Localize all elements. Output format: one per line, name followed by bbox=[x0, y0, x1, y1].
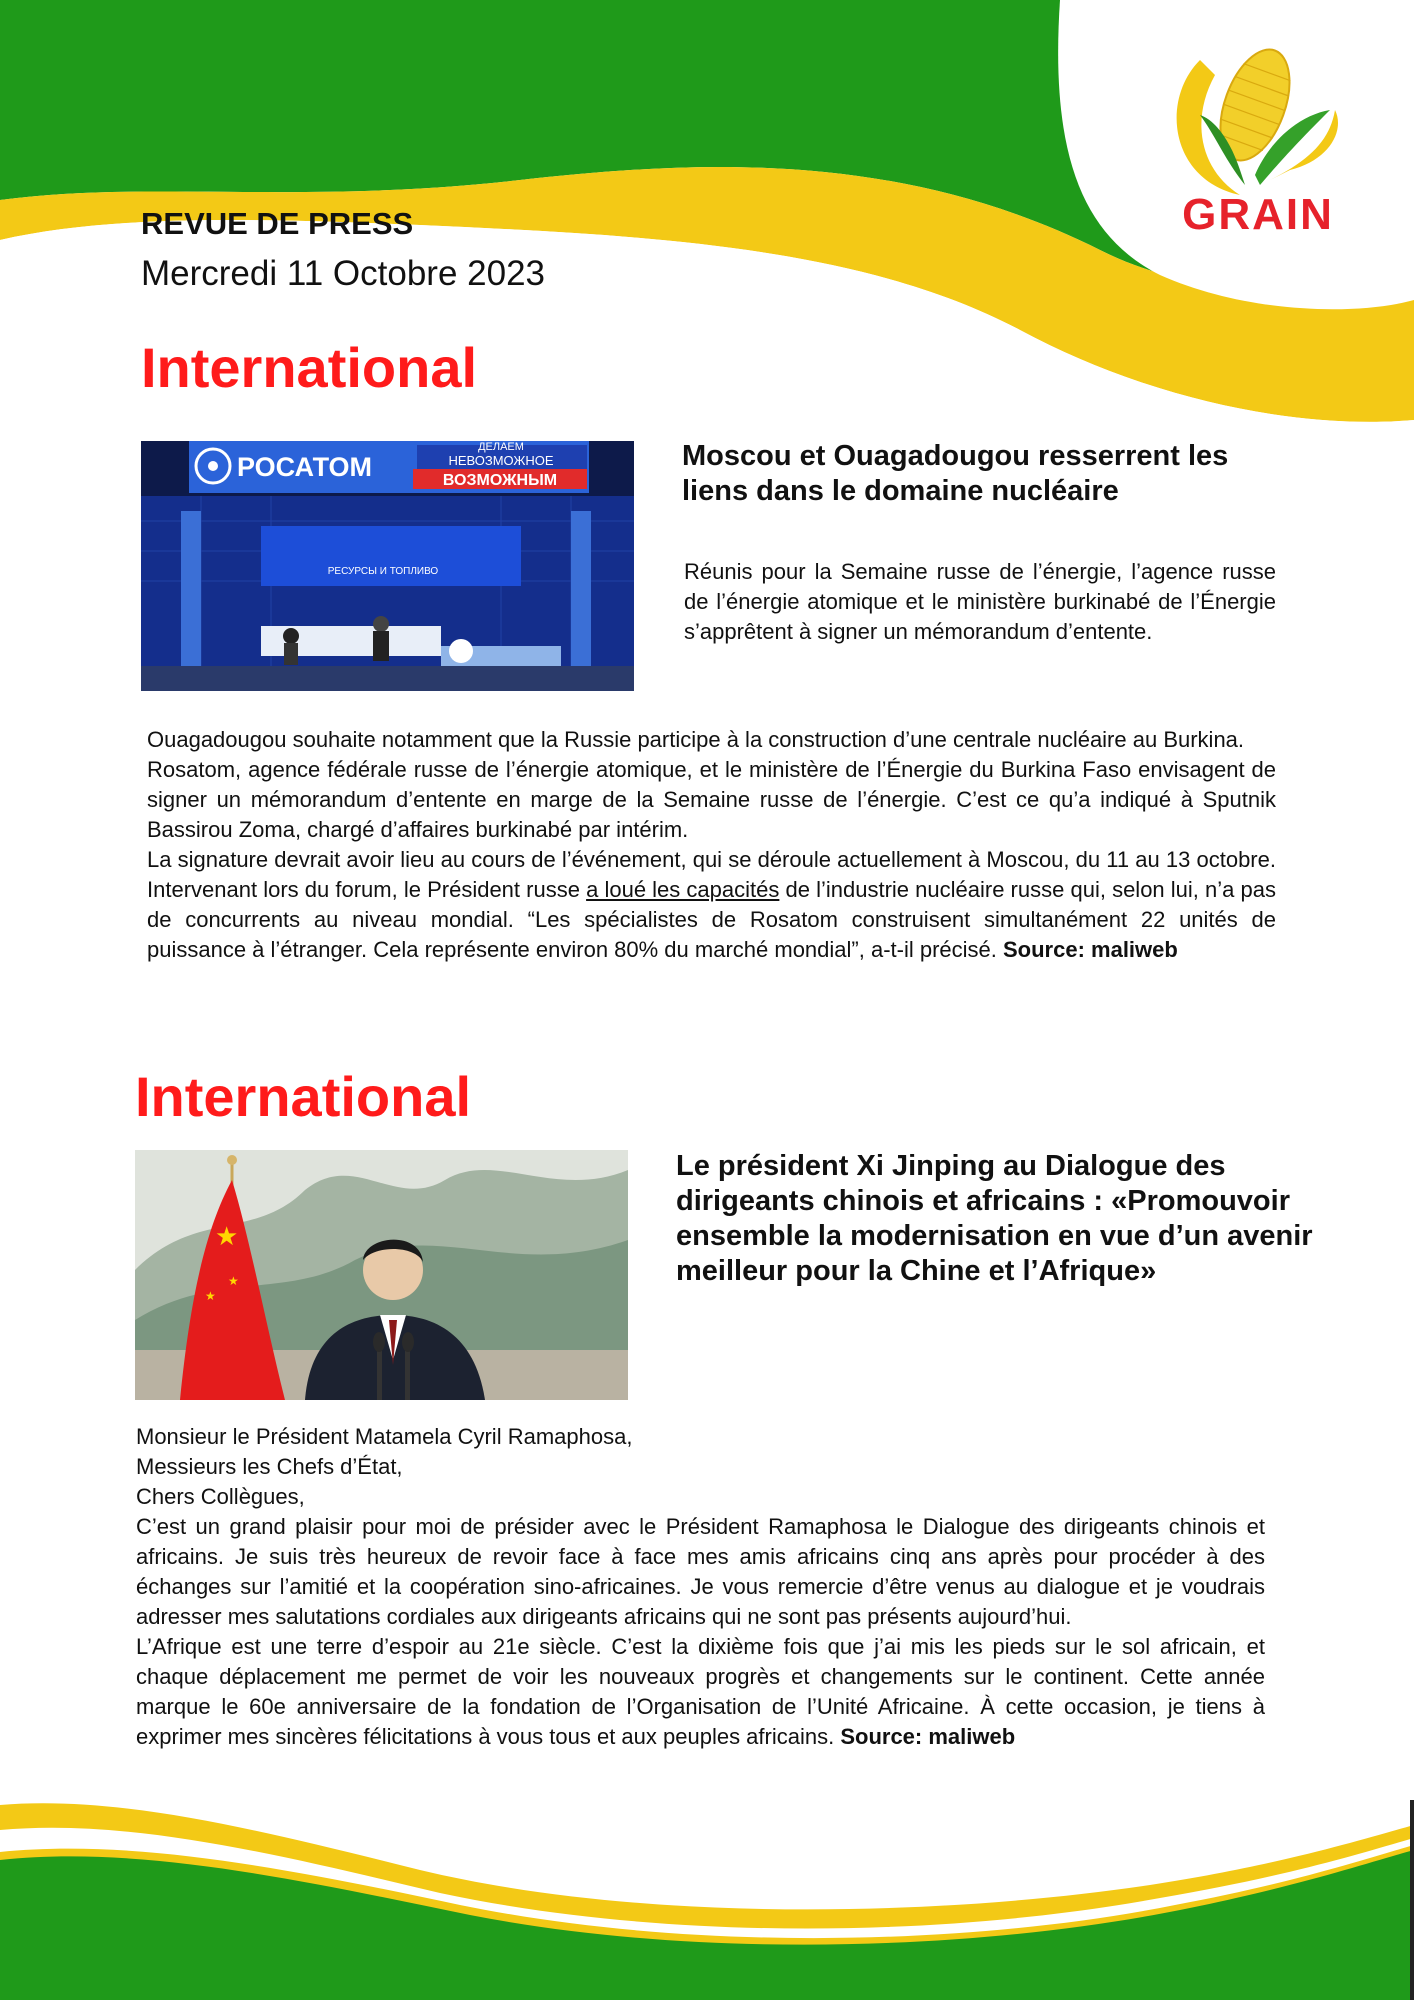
section-title-2: International bbox=[135, 1065, 472, 1128]
review-date: Mercredi 11 Octobre 2023 bbox=[141, 254, 546, 293]
rosatom-stand-image bbox=[141, 441, 634, 691]
article-1-link[interactable]: a loué les capacités bbox=[586, 877, 780, 902]
article-2-headline: Le président Xi Jinping au Dialogue des dirigeants chinois et africains : «Promouvoir ensemble la modernisation en vue d’un avenir meilleur pour la Chine et l’Afrique» bbox=[676, 1150, 1313, 1287]
section-title-1: International bbox=[141, 336, 478, 399]
article-1-headline: Moscou et Ouagadougou resserrent les liens dans le domaine nucléaire bbox=[682, 440, 1229, 507]
photo-slogan-2: НЕВОЗМОЖНОЕ bbox=[448, 453, 554, 468]
article-2-paragraph: C’est un grand plaisir pour moi de présider avec le Président Ramaphosa le Dialogue des dirigeants chinois et africains. Je suis très heureux de revoir face à face mes amis africains cinq ans après pour procéder à des échanges sur l’amitié et la coopération sino-africaines. Je vous remercie d’être venus au dialogue et je voudrais adresser mes salutations cordiales aux dirigeants africains qui ne sont pas présents aujourd’hui. bbox=[136, 1514, 1265, 1629]
article-1-source: Source: maliweb bbox=[1003, 937, 1178, 962]
article-2-salutation: Messieurs les Chefs d’État, bbox=[136, 1454, 403, 1479]
photo-banner-text: РЕСУРСЫ И ТОПЛИВО bbox=[327, 566, 439, 577]
article-1-photo bbox=[141, 441, 634, 691]
article-2-body bbox=[136, 1422, 1265, 1752]
svg-text:★: ★ bbox=[228, 1274, 239, 1288]
review-title: REVUE DE PRESS bbox=[141, 206, 414, 241]
photo-slogan-3: ВОЗМОЖНЫМ bbox=[442, 472, 558, 489]
article-1-paragraph bbox=[147, 845, 1276, 965]
page-edge-marker bbox=[1410, 1800, 1414, 2000]
article-1-paragraph: Rosatom, agence fédérale russe de l’énergie atomique, et le ministère de l’Énergie du Burkina Faso envisagent de signer un mémorandum d’entente en marge de la Semaine russe de l’énergie. C’est ce qu’a indiqué à Sputnik Bassirou Zoma, chargé d’affaires burkinabé par intérim. bbox=[147, 757, 1276, 842]
article-2-photo bbox=[135, 1150, 628, 1400]
article-1-lede: Réunis pour la Semaine russe de l’énergie, l’agence russe de l’énergie atomique et le ministère burkinabé de l’Énergie s’apprêtent à signer un mémorandum d’entente. bbox=[684, 559, 1276, 644]
article-2-salutation: Chers Collègues, bbox=[136, 1484, 305, 1509]
article-1-paragraph: Ouagadougou souhaite notamment que la Russie participe à la construction d’une centrale nucléaire au Burkina. bbox=[147, 727, 1245, 752]
article-2-paragraph bbox=[136, 1632, 1265, 1752]
logo-text: GRAIN bbox=[1182, 190, 1334, 239]
article-1-text: de l’industrie nucléaire russe qui, selon lui, n’a pas de concurrents au niveau mondial. “Les spécialistes de Rosatom construisent simultanément 22 unités de puissance à l’étranger. Cela représente environ 80% du marché mondial”, a-t-il précisé. bbox=[147, 877, 1276, 962]
xi-jinping-image bbox=[135, 1150, 628, 1400]
article-2-salutation: Monsieur le Président Matamela Cyril Ramaphosa, bbox=[136, 1424, 633, 1449]
svg-text:★: ★ bbox=[215, 1222, 239, 1252]
article-2-source: Source: maliweb bbox=[840, 1724, 1016, 1749]
photo-brand-text: РОСАТОМ bbox=[237, 452, 372, 482]
svg-text:★: ★ bbox=[205, 1289, 216, 1303]
article-1-body bbox=[147, 725, 1276, 965]
article-1-text: La signature devrait avoir lieu au cours de l’événement, qui se déroule actuellement à Moscou, du 11 au 13 octobre. Intervenant lors du forum, le Président russe bbox=[147, 847, 1276, 902]
article-2-text: L’Afrique est une terre d’espoir au 21e siècle. C’est la dixième fois que j’ai mis les pieds sur le sol africain, et chaque déplacement me permet de voir les nouveaux progrès et changements sur le continent. Cette année marque le 60e anniversaire de la fondation de l’Organisation de l’Unité Africaine. À cette occasion, je tiens à exprimer mes sincères félicitations à vous tous et aux peuples africains. bbox=[136, 1634, 1265, 1749]
photo-slogan-1: ДЕЛАЕМ bbox=[478, 441, 524, 453]
